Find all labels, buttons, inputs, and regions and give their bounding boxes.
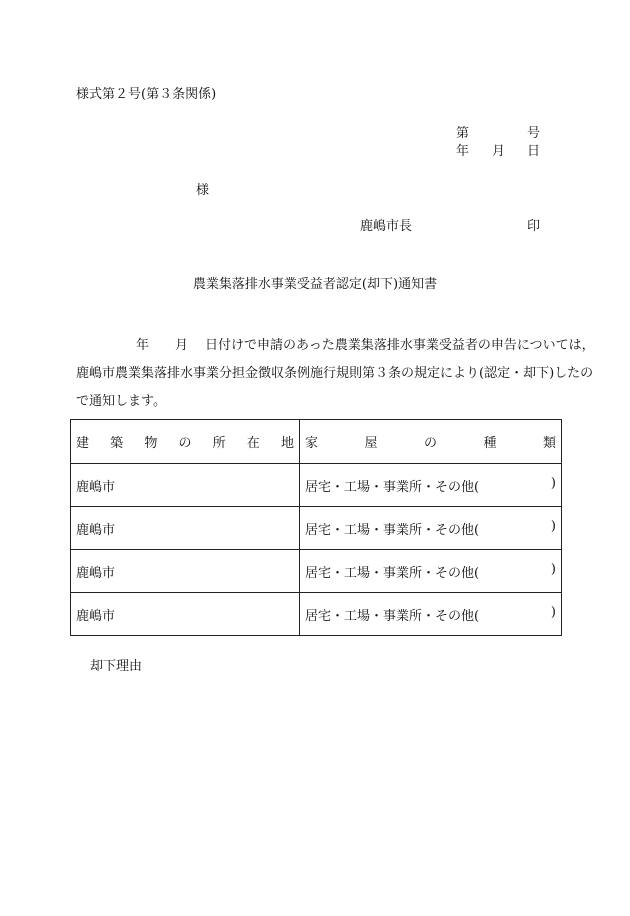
property-table [70, 419, 562, 636]
house-type-close: ) [550, 475, 556, 491]
house-type-close: ) [550, 561, 556, 577]
document-title: 農業集落排水事業受益者認定(却下)通知書 [192, 277, 438, 292]
cell-location[interactable]: 鹿嶋市 [71, 593, 300, 636]
body-year-label: 年 [136, 338, 150, 353]
header-char: 建 [76, 436, 90, 451]
cell-location[interactable]: 鹿嶋市 [71, 464, 300, 507]
seal-mark: 印 [527, 219, 541, 234]
house-type-close: ) [550, 518, 556, 534]
house-type-options: 居宅・工場・事業所・その他( [305, 479, 480, 495]
header-building-location [71, 420, 300, 464]
house-type-options: 居宅・工場・事業所・その他( [305, 565, 480, 581]
rejection-reason-label: 却下理由 [90, 659, 143, 674]
table-row [71, 593, 562, 636]
body-line-2: 鹿嶋市農業集落排水事業分担金徴収条例施行規則第３条の規定により(認定・却下)したの [76, 366, 594, 381]
issuer-name: 鹿嶋市長 [360, 219, 413, 234]
cell-house-type[interactable] [300, 593, 562, 636]
header-char: の [423, 436, 437, 451]
cell-location[interactable]: 鹿嶋市 [71, 550, 300, 593]
date-month-label: 月 [492, 144, 506, 159]
house-type-options: 居宅・工場・事業所・その他( [305, 608, 480, 624]
header-char: 家 [305, 436, 319, 451]
header-char: 所 [212, 436, 226, 451]
header-char: 築 [110, 436, 124, 451]
house-type-options: 居宅・工場・事業所・その他( [305, 522, 480, 538]
body-month-label: 月 [175, 338, 189, 353]
table-row [71, 507, 562, 550]
table-header-row [71, 420, 562, 464]
header-house-type [300, 420, 562, 464]
body-line-3: で通知します。 [76, 394, 166, 409]
header-char: 種 [483, 436, 497, 451]
cell-house-type[interactable] [300, 550, 562, 593]
header-char: 在 [246, 436, 260, 451]
cell-house-type[interactable] [300, 507, 562, 550]
header-char: の [178, 436, 192, 451]
date-day-label: 日 [527, 144, 541, 159]
addressee-suffix: 様 [196, 183, 210, 198]
date-year-label: 年 [456, 144, 470, 159]
header-char: 類 [542, 436, 556, 451]
document-number-suffix: 号 [527, 126, 541, 141]
document-number-prefix: 第 [456, 126, 470, 141]
cell-house-type[interactable] [300, 464, 562, 507]
house-type-close: ) [550, 604, 556, 620]
cell-location[interactable]: 鹿嶋市 [71, 507, 300, 550]
form-number: 様式第２号(第３条関係) [76, 87, 217, 102]
header-char: 物 [144, 436, 158, 451]
header-char: 地 [280, 436, 294, 451]
header-char: 屋 [364, 436, 378, 451]
table-row [71, 550, 562, 593]
table-row [71, 464, 562, 507]
body-line-1: 日付けで申請のあった農業集落排水事業受益者の申告については， [205, 338, 595, 353]
